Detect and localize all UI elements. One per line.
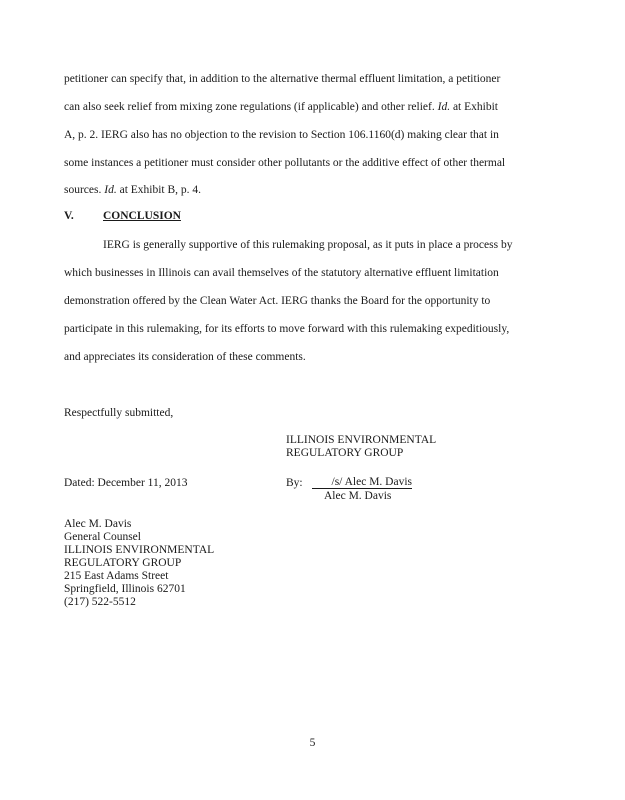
paragraph2-line3: demonstration offered by the Clean Water Act. IERG thanks the Board for the opportunity to xyxy=(64,295,491,307)
paragraph1-line2-text: can also seek relief from mixing zone regulations (if applicable) and other relief. xyxy=(64,101,438,113)
by-label: By: xyxy=(286,477,303,489)
contact-city: Springfield, Illinois 62701 xyxy=(64,583,186,595)
organization-line1: ILLINOIS ENVIRONMENTAL xyxy=(286,434,437,446)
paragraph1-line2-tail: at Exhibit xyxy=(450,101,498,113)
paragraph1-line5-tail: at Exhibit B, p. 4. xyxy=(116,184,202,196)
paragraph1-line5-text: sources. xyxy=(64,184,105,196)
paragraph1-line1: petitioner can specify that, in addition to the alternative thermal effluent limitation, a petitioner xyxy=(64,73,501,85)
contact-org-line1: ILLINOIS ENVIRONMENTAL xyxy=(64,544,215,556)
paragraph1-line2 xyxy=(64,100,498,114)
paragraph2-line5: and appreciates its consideration of these comments. xyxy=(64,351,306,363)
page-number: 5 xyxy=(309,737,316,749)
closing: Respectfully submitted, xyxy=(64,407,174,419)
dated: Dated: December 11, 2013 xyxy=(64,477,188,489)
contact-street: 215 East Adams Street xyxy=(64,570,169,582)
organization-line2: REGULATORY GROUP xyxy=(286,447,404,459)
paragraph1-line5 xyxy=(64,183,201,197)
paragraph1-line5-citation: Id. xyxy=(104,184,117,196)
paragraph1-line3: A, p. 2. IERG also has no objection to the revision to Section 106.1160(d) making clear that in xyxy=(64,129,499,141)
paragraph2-line2: which businesses in Illinois can avail themselves of the statutory alternative effluent limitation xyxy=(64,267,499,279)
paragraph1-line2-citation: Id. xyxy=(437,101,451,113)
signature: /s/ Alec M. Davis xyxy=(331,476,412,488)
signature-line xyxy=(312,477,412,489)
contact-phone: (217) 522-5512 xyxy=(64,596,136,608)
paragraph1-line4: some instances a petitioner must consider other pollutants or the additive effect of other thermal xyxy=(64,157,506,169)
contact-name: Alec M. Davis xyxy=(64,518,132,530)
section-number: V. xyxy=(64,210,74,222)
paragraph2-line1: IERG is generally supportive of this rulemaking proposal, as it puts in place a process by xyxy=(103,239,513,251)
signer-name: Alec M. Davis xyxy=(324,490,392,502)
contact-title: General Counsel xyxy=(64,531,141,543)
paragraph2-line4: participate in this rulemaking, for its efforts to move forward with this rulemaking expeditiously, xyxy=(64,323,510,335)
section-title: CONCLUSION xyxy=(103,210,181,222)
contact-org-line2: REGULATORY GROUP xyxy=(64,557,182,569)
